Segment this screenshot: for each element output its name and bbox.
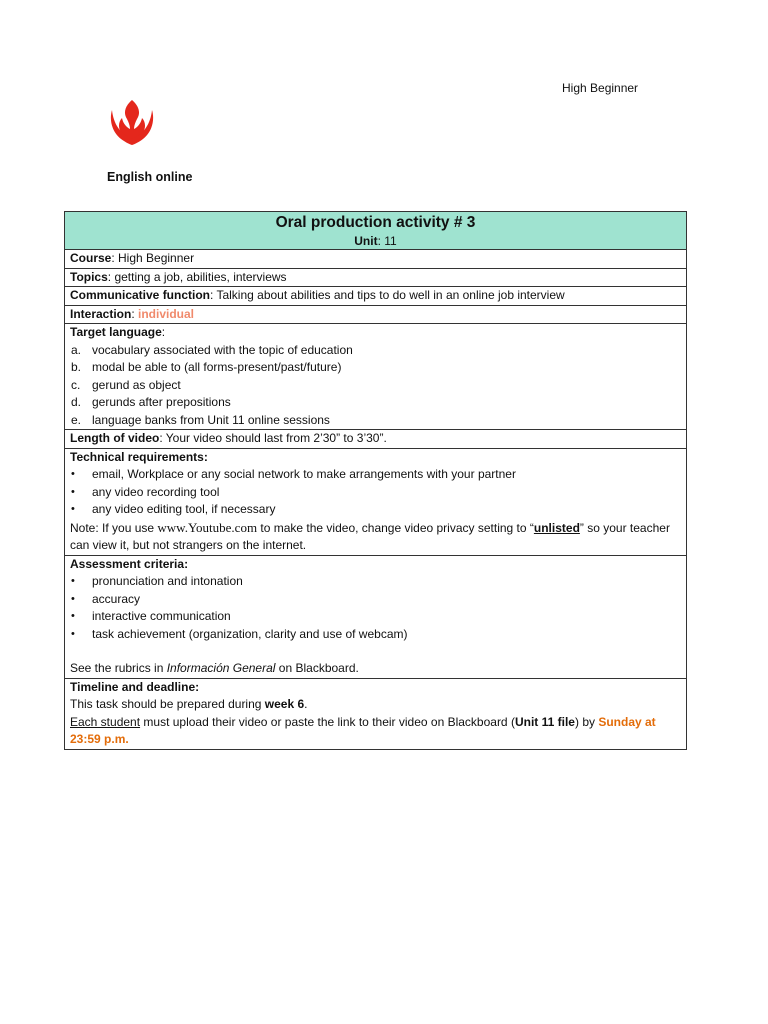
list-item-text: any video recording tool [92, 484, 220, 499]
length-cell [65, 430, 687, 449]
timeline-cell [65, 678, 687, 749]
technical-list [70, 466, 681, 519]
target-language-list [70, 342, 681, 430]
activity-header-row [65, 212, 687, 250]
assessment-row [65, 555, 687, 678]
topics-label: Topics [70, 269, 108, 284]
activity-header [65, 212, 687, 250]
list-item [70, 377, 681, 395]
list-item [70, 412, 681, 430]
list-item-text: any video editing tool, if necessary [92, 502, 276, 516]
interaction-label: Interaction [70, 306, 132, 321]
list-item-text: gerunds after prepositions [92, 395, 231, 409]
list-item [70, 608, 681, 626]
course-label: Course [70, 251, 112, 265]
bullet-icon: • [71, 627, 75, 640]
prep-prefix: This task should be prepared during [70, 697, 265, 711]
list-item [70, 501, 681, 519]
upload-middle: must upload their video or paste the link to their video on Blackboard ( [140, 714, 515, 729]
course-value: : High Beginner [111, 251, 195, 265]
each-student: Each student [70, 714, 141, 729]
bullet-icon: • [71, 575, 75, 587]
topics-value: : getting a job, abilities, interviews [107, 269, 287, 284]
list-item-text: language banks from Unit 11 online sessions [92, 412, 330, 427]
length-value: : Your video should last from 2’30” to 3’30”. [159, 431, 387, 445]
activity-table [64, 211, 687, 750]
list-marker: a. [71, 342, 82, 357]
assessment-label: Assessment criteria: [70, 556, 189, 571]
prep-week: week 6 [264, 697, 305, 711]
technical-cell [65, 448, 687, 555]
function-cell [65, 287, 687, 306]
list-item-text: email, Workplace or any social network to make arrangements with your partner [92, 467, 516, 481]
rubrics-note [70, 660, 681, 678]
rubrics-source: Información General [166, 661, 276, 675]
list-item-text: gerund as object [92, 377, 181, 392]
unit-line [70, 233, 681, 249]
deadline: Sunday at 23:59 p.m. [70, 714, 656, 746]
rubrics-suffix: on Blackboard. [275, 661, 359, 675]
assessment-cell [65, 555, 687, 678]
list-item-text: task achievement (organization, clarity and use of webcam) [92, 626, 408, 641]
note-prefix: Note: If you use [70, 520, 158, 535]
list-item-text: modal be able to (all forms-present/past/future) [92, 360, 342, 374]
target-language-cell [65, 324, 687, 430]
technical-row [65, 448, 687, 555]
list-marker: c. [71, 377, 81, 392]
course-level: High Beginner [562, 81, 639, 95]
interaction-cell [65, 305, 687, 324]
activity-title: Oral production activity # 3 [275, 214, 476, 231]
list-item-text: accuracy [92, 591, 141, 606]
university-logo-icon [106, 96, 158, 146]
timeline-upload-line [70, 714, 681, 749]
interaction-row [65, 305, 687, 324]
topics-cell [65, 268, 687, 287]
unit-file: Unit 11 file [514, 714, 575, 729]
assessment-list [70, 573, 681, 643]
list-item [70, 591, 681, 609]
youtube-site: www.Youtube.com [157, 519, 258, 535]
course-row [65, 250, 687, 269]
bullet-icon: • [71, 485, 75, 498]
spacer [70, 643, 681, 660]
list-item [70, 573, 681, 591]
target-language-label: Target language [70, 325, 162, 339]
note-suffix: ” so your teacher can view it, but not strangers on the internet. [70, 520, 670, 552]
unit-label: Unit [354, 234, 378, 248]
list-item-text: vocabulary associated with the topic of education [92, 342, 353, 357]
list-item-text: pronunciation and intonation [92, 574, 243, 588]
timeline-label: Timeline and deadline: [70, 679, 200, 694]
length-row [65, 430, 687, 449]
bullet-icon: • [71, 610, 75, 622]
target-language-row [65, 324, 687, 430]
topics-row [65, 268, 687, 287]
rubrics-prefix: See the rubrics in [70, 661, 167, 675]
interaction-value: individual [138, 306, 195, 321]
list-item [70, 342, 681, 360]
prep-suffix: . [304, 697, 308, 711]
timeline-prep-line [70, 696, 681, 714]
privacy-note [70, 519, 681, 555]
list-marker: d. [71, 395, 82, 409]
list-item [70, 394, 681, 412]
list-marker: e. [71, 412, 82, 427]
list-marker: b. [71, 360, 82, 374]
list-item [70, 626, 681, 644]
upload-by: ) by [574, 714, 599, 729]
unit-value: : 11 [377, 234, 397, 248]
bullet-icon: • [71, 503, 75, 515]
function-value: : Talking about abilities and tips to do well in an online job interview [210, 288, 565, 302]
technical-label: Technical requirements: [70, 449, 208, 464]
list-item [70, 359, 681, 377]
brand-name: English online [107, 170, 193, 184]
target-language-colon: : [161, 325, 166, 339]
timeline-row [65, 678, 687, 749]
function-row [65, 287, 687, 306]
bullet-icon: • [71, 592, 75, 605]
course-cell [65, 250, 687, 269]
length-label: Length of video [70, 431, 160, 445]
bullet-icon: • [71, 468, 75, 480]
list-item-text: interactive communication [92, 609, 231, 623]
function-label: Communicative function [70, 288, 211, 302]
list-item [70, 466, 681, 484]
note-middle: to make the video, change video privacy setting to “ [257, 520, 534, 535]
list-item [70, 484, 681, 502]
unlisted-setting: unlisted [533, 520, 580, 535]
interaction-sep: : [131, 306, 139, 321]
